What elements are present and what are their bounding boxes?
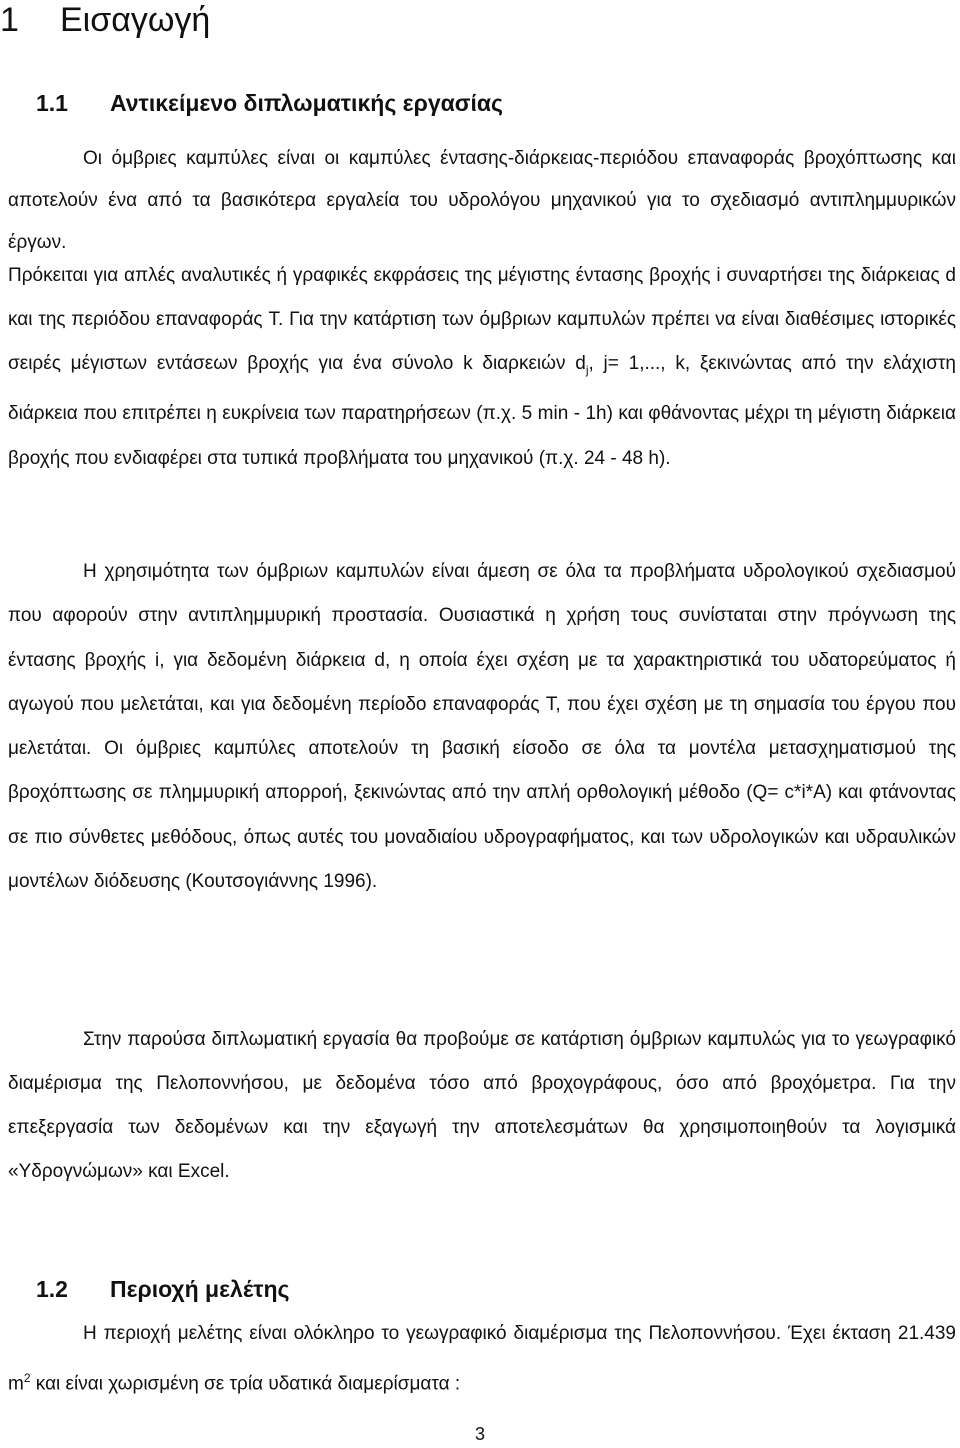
- subscript: j: [585, 363, 589, 378]
- paragraph: [8, 1312, 956, 1406]
- chapter-title: Εισαγωγή: [60, 1, 211, 39]
- chapter-number: 1: [0, 1, 19, 39]
- paragraph-text: , j= 1,..., k, ξεκινώντας από την ελάχιστη διάρκεια που επιτρέπει η ευκρίνεια των παρατηρήσεων (π.χ. 5 min - 1h) και φθάνοντας μέχρι τη μέγιστη διάρκεια βροχής που ενδιαφέρει στα τυπικά προβλήματα του μηχανικού (π.χ. 24 - 48 h).: [8, 353, 956, 469]
- paragraph: Η χρησιμότητα των όμβριων καμπυλών είναι άμεση σε όλα τα προβλήματα υδρολογικού σχεδιασμού που αφορούν στην αντιπλημμυρική προστασία. Ουσιαστικά η χρήση τους συνίσταται στην πρόγνωση της έντασης βροχής i, για δεδομένη διάρκεια d, η οποία έχει σχέση με τα χαρακτηριστικά του υδατορεύματος ή αγωγού που μελετάται, και για δεδομένη περίοδο επαναφοράς T, που έχει σχέση με τη σημασία του έργου που μελετάται. Οι όμβριες καμπύλες αποτελούν τη βασική είσοδο σε όλα τα μοντέλα μετασχηματισμού της βροχόπτωσης σε πλημμυρική απορροή, ξεκινώντας από την απλή ορθολογική μέθοδο (Q= c*i*A) και φτάνοντας σε πιο σύνθετες μεθόδους, όπως αυτές του μοναδιαίου υδρογραφήματος, και των υδρολογικών και υδραυλικών μοντέλων διόδευσης (Κουτσογιάννης 1996).: [8, 561, 956, 893]
- section-heading-1-2: [36, 1274, 289, 1304]
- section-number: 1.1: [36, 90, 68, 116]
- paragraph: [8, 254, 956, 481]
- paragraph-text: Πρόκειται για απλές αναλυτικές ή γραφικές εκφράσεις της μέγιστης έντασης βροχής i συναρτήσει της διάρκειας d και της περιόδου επαναφοράς T. Για την κατάρτιση των όμβριων καμπυλών πρέπει να είναι διαθέσιμες ιστορικές σειρές μέγιστων εντάσεων βροχής για ένα σύνολο k διαρκειών d: [8, 265, 956, 375]
- chapter-heading: [0, 0, 210, 40]
- paragraph-text: και είναι χωρισμένη σε τρία υδατικά διαμερίσματα :: [30, 1373, 461, 1395]
- page-number: 3: [474, 1424, 485, 1444]
- paragraph-text: Η περιοχή μελέτης είναι ολόκληρο το γεωγραφικό διαμέρισμα της Πελοποννήσου. Έχει έκταση 21.439 m: [8, 1323, 956, 1395]
- paragraph: Στην παρούσα διπλωματική εργασία θα προβούμε σε κατάρτιση όμβριων καμπυλώς για το γεωγραφικό διαμέρισμα της Πελοποννήσου, με δεδομένα τόσο από βροχογράφους, όσο από βροχόμετρα. Για την επεξεργασία των δεδομένων και την εξαγωγή την αποτελεσμάτων θα χρησιμοποιηθούν τα λογισμικά «Υδρογνώμων» και Excel.: [8, 1029, 956, 1182]
- section-title: Αντικείμενο διπλωματικής εργασίας: [110, 90, 503, 116]
- section-number: 1.2: [36, 1276, 68, 1302]
- superscript: 2: [23, 1371, 31, 1385]
- section-heading-1-1: [36, 88, 503, 118]
- section-title: Περιοχή μελέτης: [110, 1276, 290, 1302]
- paragraph: Οι όμβριες καμπύλες είναι οι καμπύλες έντασης-διάρκειας-περιόδου επαναφοράς βροχόπτωσης και αποτελούν ένα από τα βασικότερα εργαλεία του υδρολόγου μηχανικού για το σχεδιασμό αντιπλημμυρικών έργων.: [8, 148, 956, 253]
